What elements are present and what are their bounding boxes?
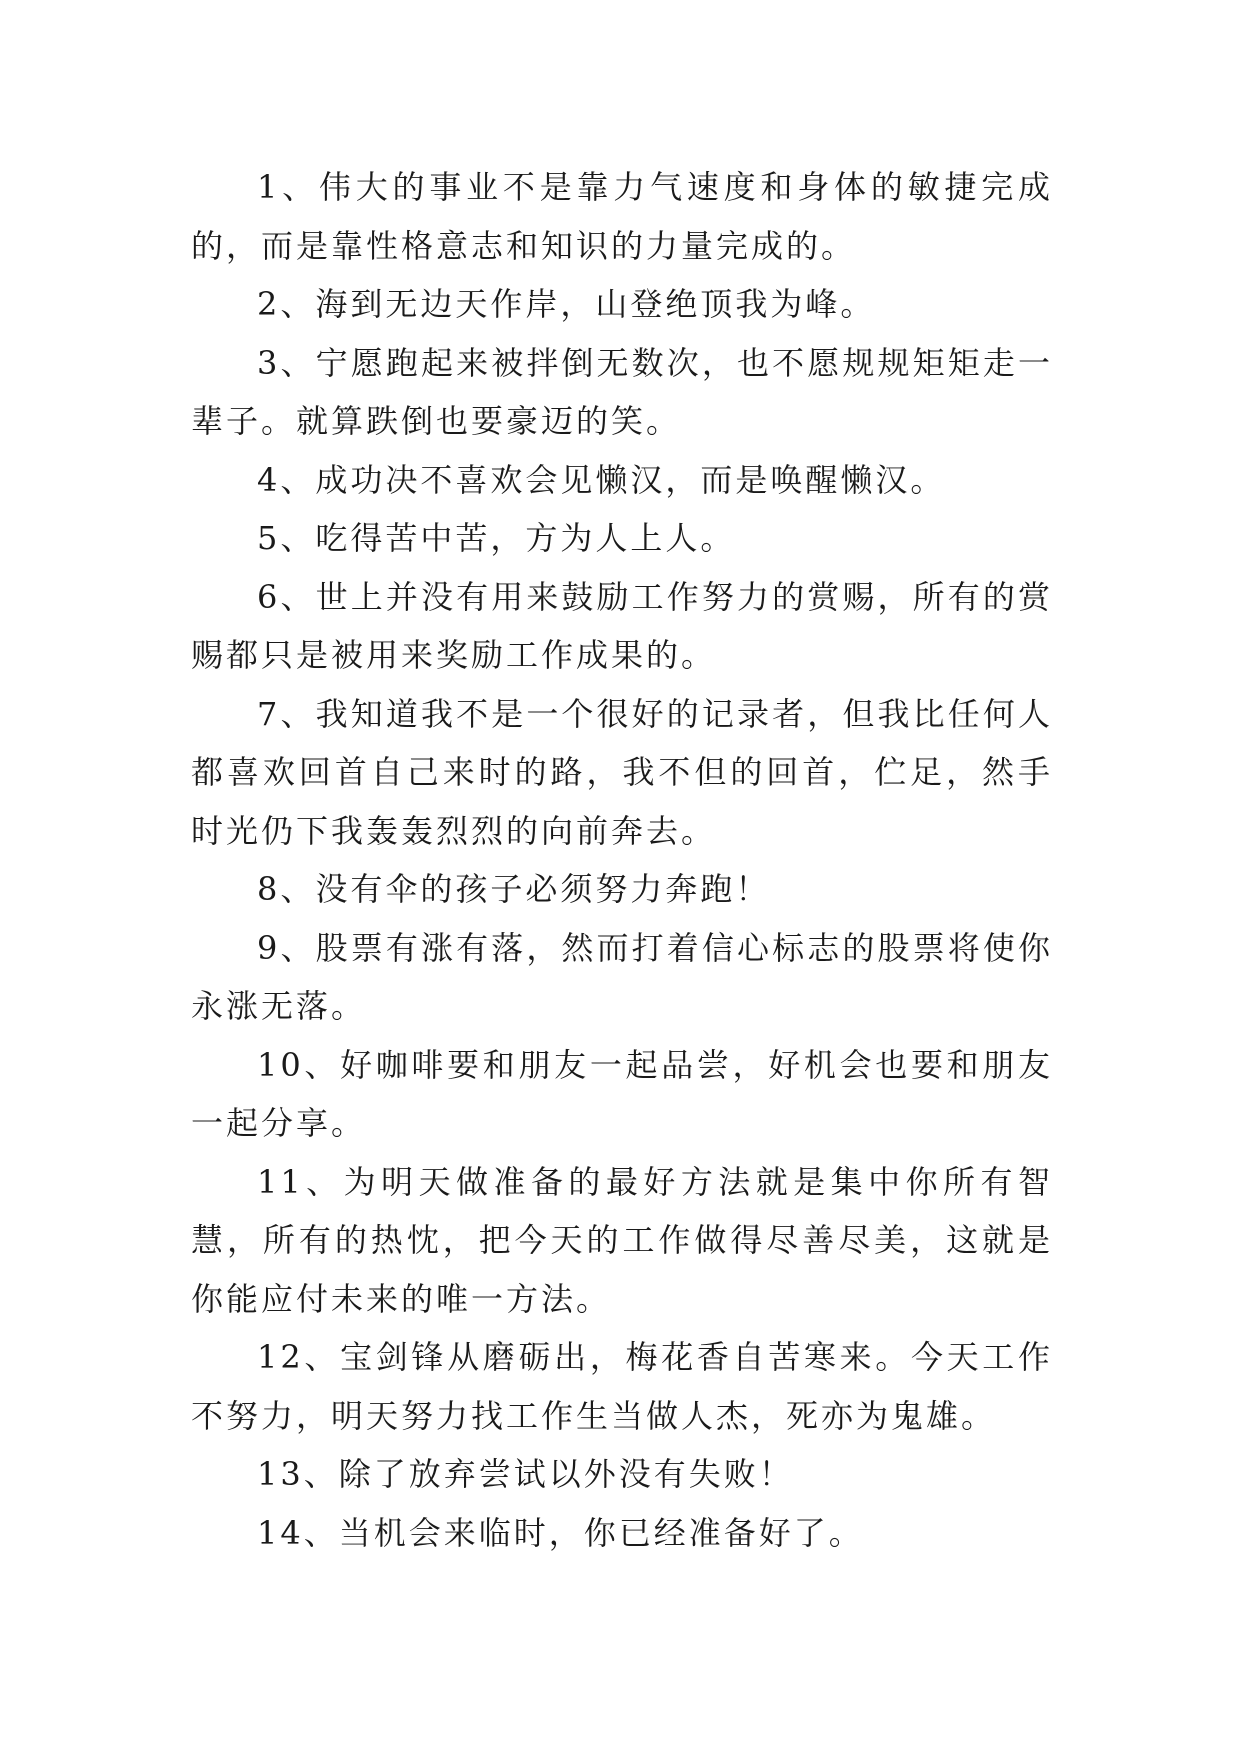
quote-paragraph-9: 9、股票有涨有落，然而打着信心标志的股票将使你永涨无落。 [191,928,1053,1025]
quote-paragraph-11: 11、为明天做准备的最好方法就是集中你所有智慧，所有的热忱，把今天的工作做得尽善尽美，这就是你能应付未来的唯一方法。 [191,1162,1053,1318]
quote-paragraph-3: 3、宁愿跑起来被拌倒无数次，也不愿规规矩矩走一辈子。就算跌倒也要豪迈的笑。 [191,343,1053,440]
quote-paragraph-2: 2、海到无边天作岸，山登绝顶我为峰。 [257,285,876,323]
quote-paragraph-1: 1、伟大的事业不是靠力气速度和身体的敏捷完成的，而是靠性格意志和知识的力量完成的。 [191,168,1053,265]
quote-paragraph-5: 5、吃得苦中苦，方为人上人。 [257,519,736,557]
quote-paragraph-4: 4、成功决不喜欢会见懒汉，而是唤醒懒汉。 [257,460,946,499]
quote-paragraph-7: 7、我知道我不是一个很好的记录者，但我比任何人都喜欢回首自己来时的路，我不但的回首，伫足，然手时光仍下我轰轰烈烈的向前奔去。 [191,694,1053,850]
quote-paragraph-14: 14、当机会来临时，你已经准备好了。 [257,1513,864,1552]
quote-paragraph-10: 10、好咖啡要和朋友一起品尝，好机会也要和朋友一起分享。 [191,1045,1053,1142]
quote-paragraph-8: 8、没有伞的孩子必须努力奔跑！ [257,870,771,908]
quote-paragraph-12: 12、宝剑锋从磨砺出，梅花香自苦寒来。今天工作不努力，明天努力找工作生当做人杰，死亦为鬼雄。 [191,1338,1053,1435]
quote-paragraph-6: 6、世上并没有用来鼓励工作努力的赏赐，所有的赏赐都只是被用来奖励工作成果的。 [191,577,1053,674]
document-body [191,158,1053,1562]
quote-paragraph-13: 13、除了放弃尝试以外没有失败！ [257,1455,794,1493]
